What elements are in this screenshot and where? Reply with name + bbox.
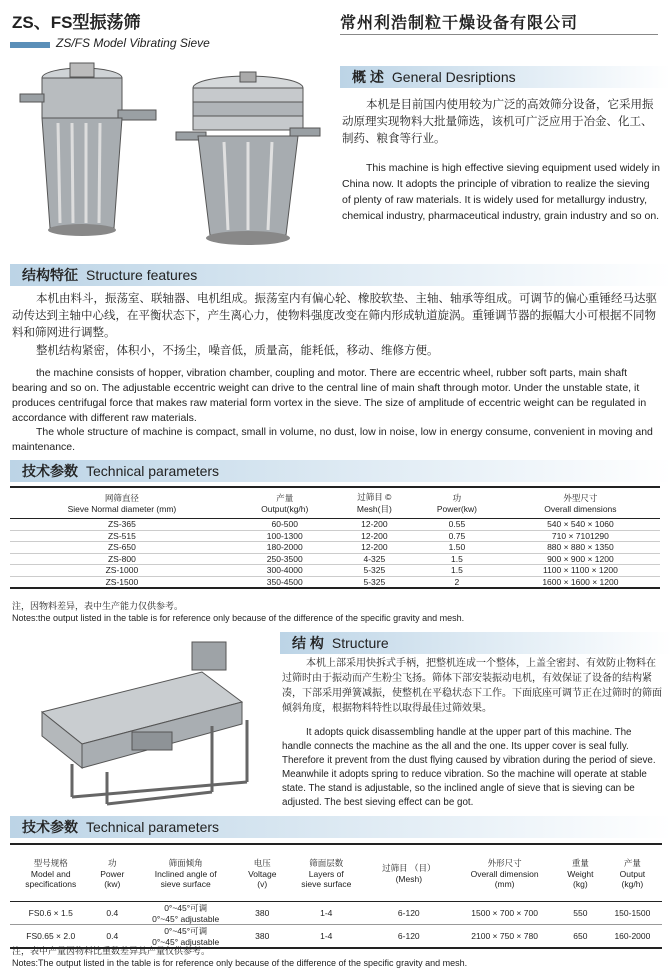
col-dimensions: 外型尺寸 Overall dimensions bbox=[501, 487, 660, 519]
col-weight: 重量 Weight (kg) bbox=[558, 844, 603, 902]
structure-features-text-en-2: The whole structure of machine is compact, small in volume, no dust, low in noise, low in energy consume, convenient in moving and maintenance. bbox=[12, 426, 653, 453]
section-heading-cn: 概 述 bbox=[352, 69, 384, 85]
structure-text-cn: 本机上部采用快拆式手柄，把整机连成一个整体，上盖全密封、有效防止物料在过筛时由于振动而产生粉尘飞扬。筛体下部安装振动电机，有效保证了设备的结构紧凑，下部采用弹簧减振，使整机在平稳状态下工作。下面底座可调节正在过筛时的筛面倾斜角度，根据物料特性以取得最佳过筛效果。 bbox=[282, 658, 662, 714]
section-heading-en: Structure bbox=[331, 635, 389, 651]
tech-params-2-table bbox=[10, 843, 662, 949]
section-heading-cn: 技术参数 bbox=[22, 819, 78, 835]
tech-params-1-header bbox=[10, 460, 670, 482]
table-header-row bbox=[10, 487, 660, 519]
col-power: 功 Power (kw) bbox=[91, 844, 133, 902]
page-title: ZS、FS型振荡筛 bbox=[12, 13, 141, 32]
company-name: 常州利浩制粒干燥设备有限公司 bbox=[340, 13, 579, 32]
col-dimension: 外形尺寸 Overall dimension (mm) bbox=[451, 844, 558, 902]
col-mesh: 过筛目 （目） (Mesh) bbox=[366, 844, 451, 902]
structure-features-text-cn-2: 整机结构紧密，体积小，不扬尘，噪音低，质量高，能耗低，移动、维修方便。 bbox=[36, 343, 439, 357]
section-heading-cn: 结构特征 bbox=[22, 267, 78, 283]
section-heading-en: Structure features bbox=[86, 267, 198, 283]
table-row: ZS-515 100-1300 12-200 0.75 710 × 7101290 bbox=[10, 530, 660, 542]
table-row: FS0.65 × 2.0 0.4 0°~45°可调 0°~45° adjustable 380 1-4 6-120 2100 × 750 × 780 650 160-2000 bbox=[10, 925, 662, 949]
tech-params-2-note-en: Notes:The output listed in the table is for reference only because of the difference of the specific gravity and mesh. bbox=[12, 958, 468, 968]
section-heading-en: General Desriptions bbox=[391, 69, 516, 85]
general-section-header bbox=[340, 66, 670, 88]
structure-text-en: It adopts quick disassembling handle at the upper part of this machine. The handle connects the machine as the all and the one. Its upper cover is seal fully. Therefore it prevent from the dust flying caused by vibration during the period of sieve. Meanwhile it adopts spring to reduce vibration. So the machine will operate at stable state. The stand is adjustable, so the inclined angle of sieve that is sieving can be adjusted. The best sieving effect can be got. bbox=[282, 727, 656, 808]
table-row: FS0.6 × 1.5 0.4 0°~45°可调 0°~45° adjustable 380 1-4 6-120 1500 × 700 × 700 550 150-1500 bbox=[10, 902, 662, 925]
machine-photo-2 bbox=[168, 70, 328, 250]
col-output: 产量 Output(kg/h) bbox=[234, 487, 336, 519]
tech-params-2-note-cn: 注，表中产量因物料比重数差异其产量仅供参考。 bbox=[12, 946, 211, 956]
tech-params-2-header bbox=[10, 816, 670, 838]
col-layers: 筛面层数 Layers of sieve surface bbox=[286, 844, 366, 902]
col-mesh: 过筛目 © Mesh(目) bbox=[336, 487, 413, 519]
table-row: ZS-800 250-3500 4-325 1.5 900 × 900 × 1200 bbox=[10, 553, 660, 565]
col-voltage: 电压 Voltage (v) bbox=[238, 844, 286, 902]
section-heading-en: Technical parameters bbox=[86, 819, 220, 835]
table-row: ZS-365 60-500 12-200 0.55 540 × 540 × 1060 bbox=[10, 519, 660, 531]
col-sieve-diameter: 网筛直径 Sieve Normal diameter (mm) bbox=[10, 487, 234, 519]
table-row: ZS-1500 350-4500 5-325 2 1600 × 1600 × 1200 bbox=[10, 576, 660, 588]
section-heading-cn: 结 构 bbox=[292, 635, 324, 651]
page-subtitle: ZS/FS Model Vibrating Sieve bbox=[56, 36, 210, 50]
col-power: 功 Power(kw) bbox=[413, 487, 501, 519]
section-heading-en: Technical parameters bbox=[86, 463, 220, 479]
tech-params-1-note-cn: 注，因物料差异，表中生产能力仅供参考。 bbox=[12, 601, 184, 611]
header-divider bbox=[340, 34, 658, 35]
col-output: 产量 Output (kg/h) bbox=[603, 844, 662, 902]
structure-features-header bbox=[10, 264, 670, 286]
structure-features-text-en-1: the machine consists of hopper, vibration chamber, coupling and motor. There are eccentric wheel, rubber soft parts, main shaft bearing and so on. The adjustable eccentric weight can drive to the central line of main shaft through motor. Under the unstable state, it produces centrifugal force that makes raw material form vortex in the sieve. The size of amplitude of eccentric weight can be regulated in accordance with different raw materials. bbox=[12, 367, 647, 424]
general-text-en: This machine is high effective sieving equipment used widely in China now. It adopts the principle of vibration to realize the sieving of plenty of raw materials. It is widely used for metallurgy industry, chemical industry, pharmaceutical industry, grain industry and so on. bbox=[342, 162, 660, 222]
general-text-cn: 本机是目前国内使用较为广泛的高效筛分设备，它采用振动原理实现物料大批量筛选，该机可广泛应用于冶金、化工、制药、粮食等行业。 bbox=[342, 97, 654, 145]
table-header-row bbox=[10, 844, 662, 902]
col-model: 型号规格 Model and specifications bbox=[10, 844, 91, 902]
machine-photo-1 bbox=[10, 58, 160, 248]
tech-params-1-table bbox=[10, 486, 660, 589]
col-incline: 筛面倾角 Inclined angle of sieve surface bbox=[133, 844, 238, 902]
table-row: ZS-1000 300-4000 5-325 1.5 1100 × 1100 × 1200 bbox=[10, 565, 660, 577]
structure-features-text-cn-1: 本机由料斗，振荡室、联轴器、电机组成。振荡室内有偏心轮、橡胶软垫、主轴、轴承等组成。可调节的偏心重锤经马达驱动传达到主轴中心线，在平衡状态下，产生离心力，使物料强度改变在筛内形成轨道旋涡。重锤调节器的振幅大小可根据不同物料和筛网进行调整。 bbox=[12, 291, 657, 339]
table-row: ZS-650 180-2000 12-200 1.50 880 × 880 × 1350 bbox=[10, 542, 660, 554]
title-accent-bar bbox=[10, 42, 50, 48]
structure-section-header bbox=[280, 632, 670, 654]
tech-params-1-note-en: Notes:the output listed in the table is for reference only because of the difference of the specific gravity and mesh. bbox=[12, 613, 465, 623]
section-heading-cn: 技术参数 bbox=[22, 463, 78, 479]
machine-photo-3 bbox=[12, 632, 270, 810]
